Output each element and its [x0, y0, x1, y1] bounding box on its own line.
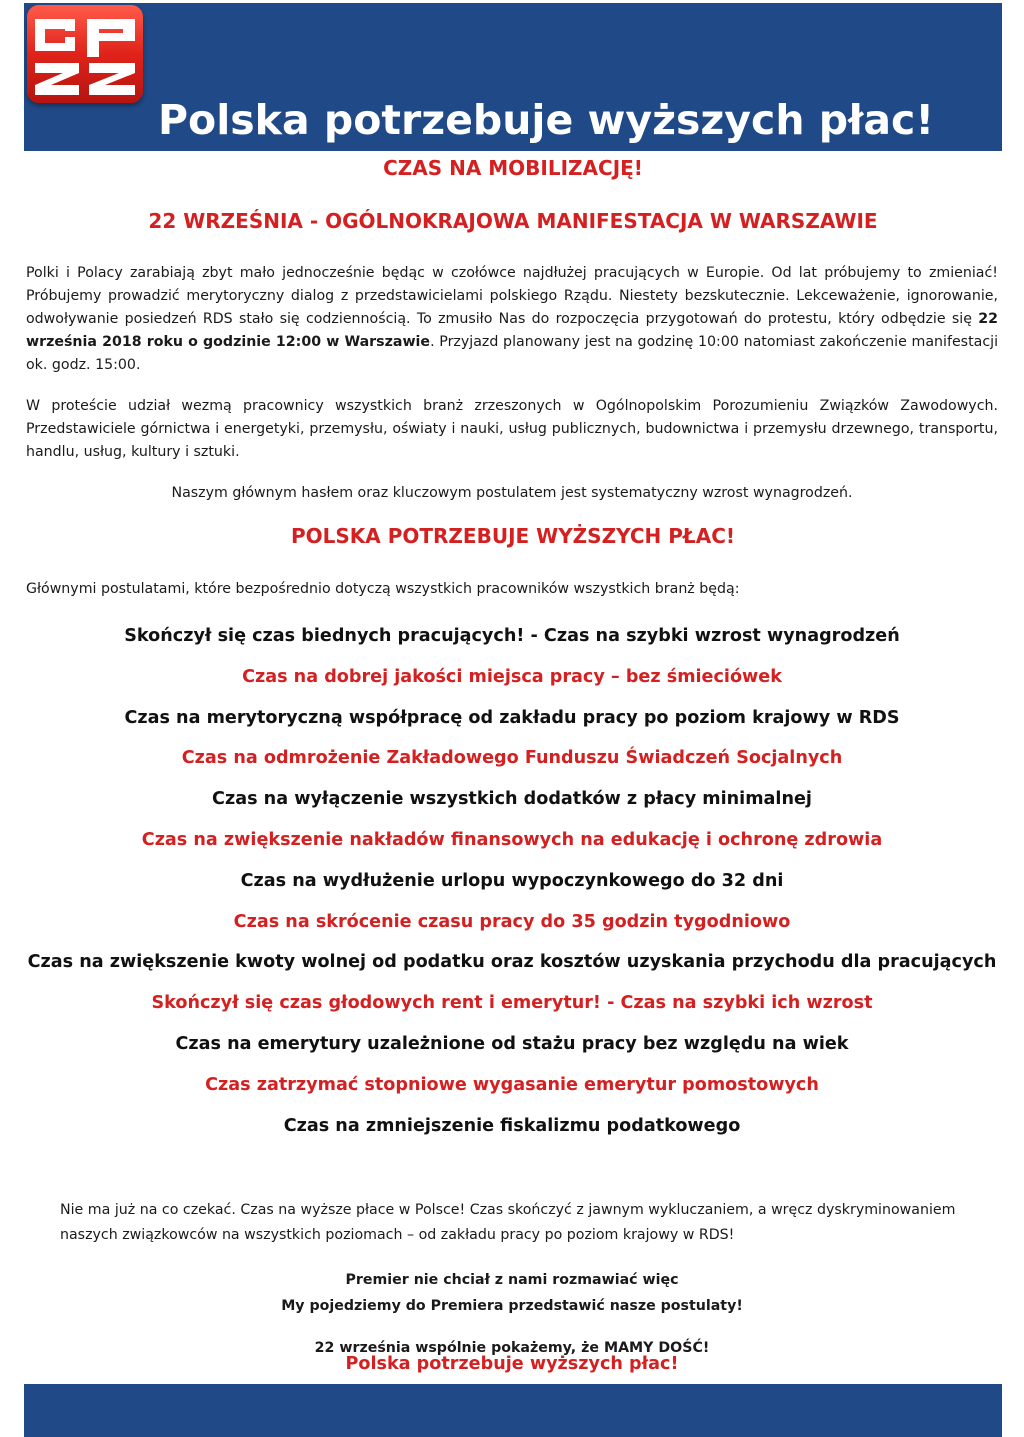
closing-line-2: My pojedziemy do Premiera przedstawić nasze postulaty!	[281, 1298, 743, 1314]
demand-item: Skończył się czas głodowych rent i emerytur! - Czas na szybki ich wzrost	[151, 993, 873, 1014]
slogan-intro: Naszym głównym hasłem oraz kluczowym postulatem jest systematyczny wzrost wynagrodzeń.	[171, 485, 853, 501]
closing-line-1: Premier nie chciał z nami rozmawiać więc	[345, 1272, 679, 1288]
demand-item: Czas na emerytury uzależnione od stażu pracy bez względu na wiek	[175, 1033, 849, 1054]
demands-intro: Głównymi postulatami, które bezpośrednio dotyczą wszystkich pracowników wszystkich branż będą:	[26, 581, 740, 597]
event-heading: 22 WRZEŚNIA - OGÓLNOKRAJOWA MANIFESTACJA W WARSZAWIE	[148, 209, 878, 233]
closing-line-3: 22 września wspólnie pokażemy, że MAMY DOŚĆ!	[314, 1340, 710, 1356]
demand-item: Czas na zmniejszenie fiskalizmu podatkowego	[283, 1115, 741, 1136]
demand-item: Czas na dobrej jakości miejsca pracy – bez śmieciówek	[242, 666, 782, 687]
intro-text-a: Polki i Polacy zarabiają zbyt mało jednocześnie będąc w czołówce najdłużej pracujących w Europie. Od lat próbujemy to zmieniać! Próbujemy prowadzić merytoryczny dialog z przedstawicielami polskiego Rządu. Niestety bezskutecznie. Lekceważenie, ignorowanie, odwoływanie posiedzeń RDS stało się codziennością. To zmusiło Nas do rozpoczęcia przygotowań do protestu, który odbędzie się	[26, 265, 998, 327]
demand-item: Czas na zwiększenie nakładów finansowych na edukację i ochronę zdrowia	[141, 829, 883, 850]
demand-item: Czas na merytoryczną współpracę od zakładu pracy po poziom krajowy w RDS	[124, 707, 900, 728]
demand-item: Czas na zwiększenie kwoty wolnej od podatku oraz kosztów uzyskania przychodu dla pracujących	[27, 952, 997, 973]
intro-text-b: . Przyjazd planowany jest na godzinę 10:00 natomiast zakończenie manifestacji ok. godz. 15:00.	[26, 334, 999, 373]
demand-item: Czas na skrócenie czasu pracy do 35 godzin tygodniowo	[233, 911, 791, 932]
demand-item: Czas na wydłużenie urlopu wypoczynkowego do 32 dni	[240, 870, 784, 891]
demands-list	[0, 620, 1024, 1150]
mobilization-heading: CZAS NA MOBILIZACJĘ!	[383, 156, 643, 180]
footer-band	[24, 1384, 1002, 1437]
closing-paragraph: Nie ma już na co czekać. Czas na wyższe płace w Polsce! Czas skończyć z jawnym wykluczaniem, a wręcz dyskryminowaniem naszych związkowców na wszystkich poziomach – od zakładu pracy po poziom krajowy w RDS!	[60, 1202, 956, 1243]
final-slogan: Polska potrzebuje wyższych płac!	[345, 1354, 679, 1374]
demand-item: Czas na odmrożenie Zakładowego Funduszu Świadczeń Socjalnych	[181, 748, 843, 769]
intro-paragraph	[26, 262, 998, 377]
event-date-bold: 22 września 2018 roku o godzinie 12:00 w Warszawie	[26, 311, 998, 350]
participants-paragraph: W proteście udział wezmą pracownicy wszystkich branż zrzeszonych w Ogólnopolskim Porozumieniu Związków Zawodowych. Przedstawiciele górnictwa i energetyki, przemysłu, oświaty i nauki, usług publicznych, budownictwa i przemysłu drzewnego, transportu, handlu, usług, kultury i sztuki.	[26, 398, 998, 460]
demand-item: Czas zatrzymać stopniowe wygasanie emerytur pomostowych	[205, 1074, 819, 1095]
opzz-logo	[27, 5, 143, 103]
page-title: Polska potrzebuje wyższych płac!	[158, 96, 935, 144]
slogan-heading: POLSKA POTRZEBUJE WYŻSZYCH PŁAC!	[290, 524, 736, 548]
demand-item: Skończył się czas biednych pracujących! - Czas na szybki wzrost wynagrodzeń	[124, 626, 900, 646]
demand-item: Czas na wyłączenie wszystkich dodatków z płacy minimalnej	[212, 789, 812, 810]
